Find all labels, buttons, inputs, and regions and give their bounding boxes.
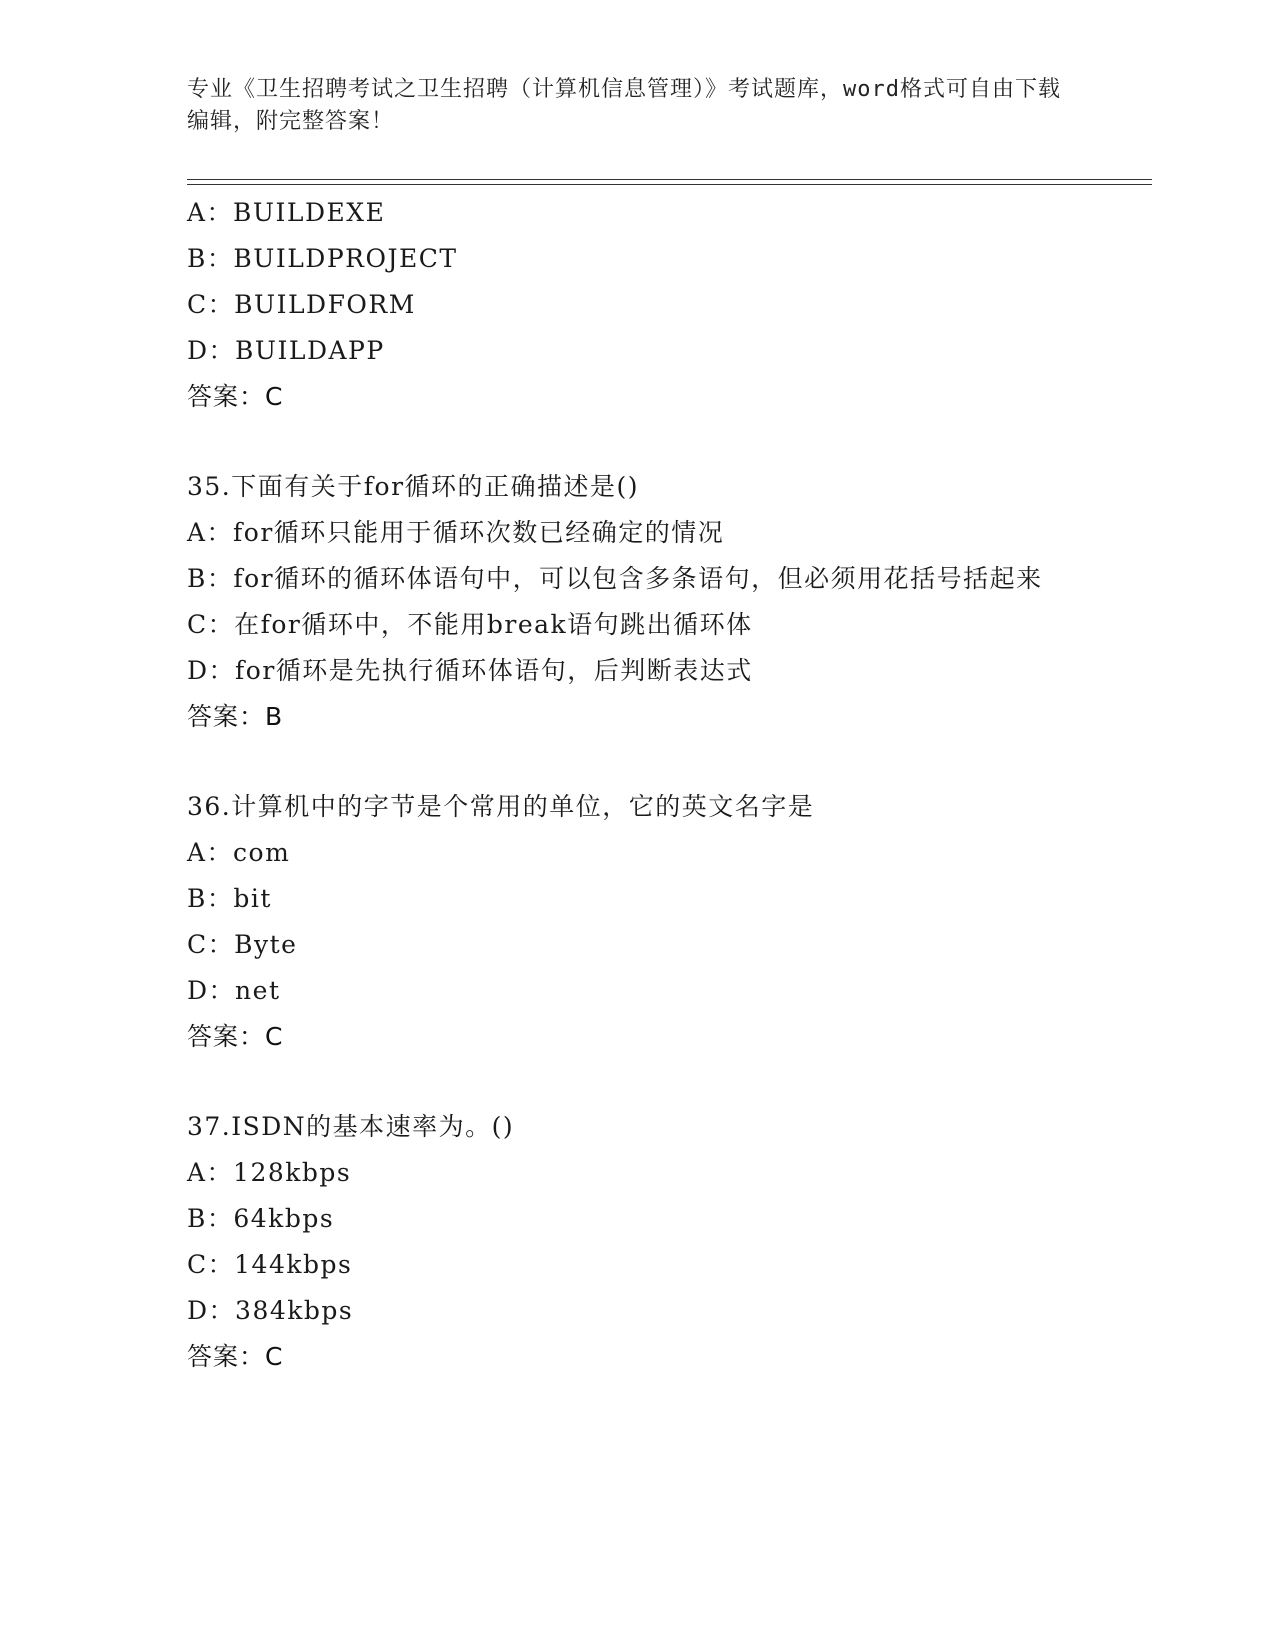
header-divider-top [187, 179, 1152, 180]
header-divider-bottom [187, 184, 1152, 185]
question-gap [187, 740, 1087, 784]
option-c: C：144kbps [187, 1250, 353, 1279]
option-b: B：for循环的循环体语句中，可以包含多条语句，但必须用花括号括起来 [187, 564, 1043, 593]
question-36 [187, 784, 1087, 1060]
option-a: A：for循环只能用于循环次数已经确定的情况 [187, 518, 725, 547]
option-d: D：384kbps [187, 1296, 354, 1325]
option-b: B：bit [187, 884, 272, 913]
option-b: B：64kbps [187, 1204, 335, 1233]
option-d: D：net [187, 976, 281, 1005]
question-stem: 37.ISDN的基本速率为。() [187, 1112, 515, 1141]
question-37 [187, 1104, 1087, 1380]
question-35 [187, 464, 1087, 740]
option-a: A：com [187, 838, 291, 867]
option-c: C：Byte [187, 930, 298, 959]
answer: 答案：B [187, 702, 284, 731]
answer: 答案：C [187, 1342, 284, 1371]
option-d: D：for循环是先执行循环体语句，后判断表达式 [187, 656, 753, 685]
question-34 [187, 190, 1087, 420]
question-gap [187, 420, 1087, 464]
option-c: C：在for循环中，不能用break语句跳出循环体 [187, 610, 753, 639]
question-list [187, 190, 1087, 1380]
option-b: B：BUILDPROJECT [187, 244, 458, 273]
question-stem: 35.下面有关于for循环的正确描述是() [187, 472, 640, 501]
answer: 答案：C [187, 382, 284, 411]
option-c: C：BUILDFORM [187, 290, 416, 319]
document-header: 专业《卫生招聘考试之卫生招聘（计算机信息管理）》考试题库，word格式可自由下载编辑，附完整答案！ [187, 77, 1061, 134]
question-gap [187, 1060, 1087, 1104]
question-stem: 36.计算机中的字节是个常用的单位，它的英文名字是 [187, 792, 815, 821]
option-d: D：BUILDAPP [187, 336, 385, 365]
option-a: A：BUILDEXE [187, 198, 386, 227]
answer: 答案：C [187, 1022, 284, 1051]
option-a: A：128kbps [187, 1158, 352, 1187]
